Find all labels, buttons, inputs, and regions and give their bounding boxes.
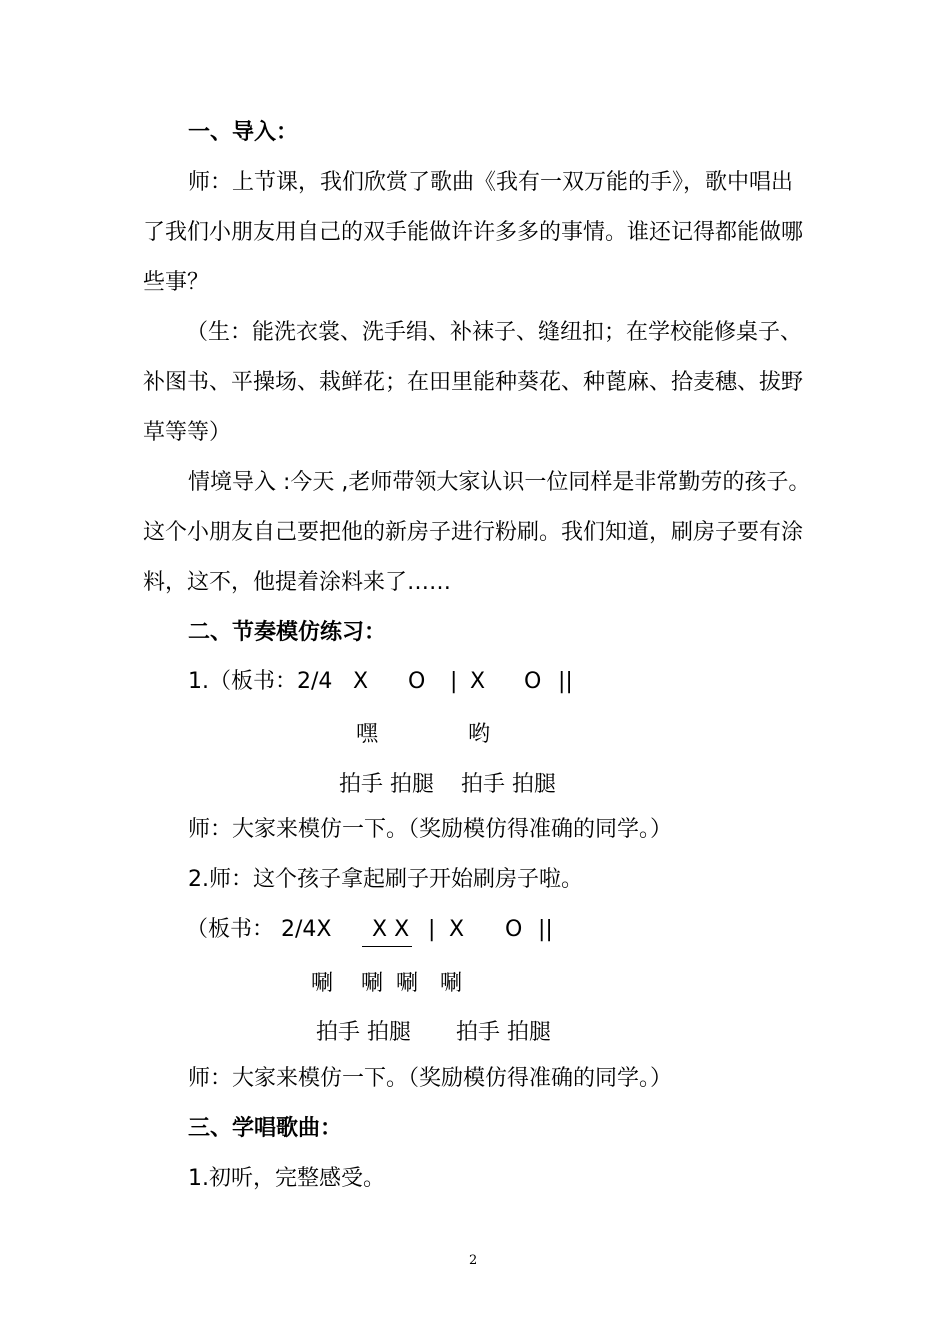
paragraph-line: 1.初听，完整感受。: [188, 1166, 385, 1191]
action-label: 拍手 拍腿: [456, 1020, 551, 1045]
paragraph-line: 补图书、平操场、栽鲜花；在田里能种葵花、种蓖麻、拾麦穗、拔野: [143, 370, 804, 395]
rhythm-note: X: [353, 669, 369, 694]
rhythm-note: X: [449, 917, 465, 942]
paragraph-line: （生：能洗衣裳、洗手绢、补袜子、缝纽扣；在学校能修桌子、: [186, 320, 803, 345]
rhythm-prefix: 1.（板书：2/4: [188, 669, 333, 694]
rhythm-note: O: [408, 669, 426, 694]
lyric-syllable: 唰: [396, 971, 419, 996]
paragraph-line: 师：大家来模仿一下。（奖励模仿得准确的同学。）: [188, 1066, 673, 1091]
paragraph-line: 2.师：这个孩子拿起刷子开始刷房子啦。: [188, 867, 583, 892]
rhythm-eighth-pair: X X: [372, 917, 410, 942]
rhythm-note: O: [524, 669, 542, 694]
paragraph-line: 这个小朋友自己要把他的新房子进行粉刷。我们知道，刷房子要有涂: [143, 520, 804, 545]
paragraph-line: 情境导入 :今天 ,老师带领大家认识一位同样是非常勤劳的孩子。: [188, 470, 811, 495]
lyric-syllable: 哟: [468, 722, 491, 747]
barline: |: [428, 917, 436, 942]
lyric-syllable: 唰: [361, 971, 384, 996]
section-heading-rhythm: 二、节奏模仿练习：: [188, 620, 387, 645]
action-label: 拍手 拍腿: [316, 1020, 411, 1045]
end-barline: ||: [538, 917, 553, 942]
lyric-syllable: 唰: [311, 971, 334, 996]
paragraph-line: 料，这不，他提着涂料来了……: [143, 570, 452, 595]
rhythm-note: X: [470, 669, 486, 694]
paragraph-line: 草等等）: [143, 420, 232, 445]
paragraph-line: 师：大家来模仿一下。（奖励模仿得准确的同学。）: [188, 817, 673, 842]
section-heading-intro: 一、导入：: [188, 120, 299, 145]
paragraph-line: 了我们小朋友用自己的双手能做许许多多的事情。谁还记得都能做哪: [143, 220, 804, 245]
beam-line: [362, 946, 412, 947]
lyric-syllable: 唰: [440, 971, 463, 996]
barline: |: [450, 669, 458, 694]
rhythm-note: O: [505, 917, 523, 942]
paragraph-line: 些事？: [143, 270, 210, 295]
action-label: 拍手 拍腿: [461, 772, 556, 797]
lyric-syllable: 嘿: [356, 722, 379, 747]
page-number: 2: [469, 1253, 478, 1268]
rhythm-prefix: （板书： 2/4X: [186, 917, 332, 942]
paragraph-line: 师：上节课，我们欣赏了歌曲《我有一双万能的手》，歌中唱出: [188, 170, 794, 195]
section-heading-singing: 三、学唱歌曲：: [188, 1116, 343, 1141]
action-label: 拍手 拍腿: [339, 772, 434, 797]
end-barline: ||: [558, 669, 573, 694]
